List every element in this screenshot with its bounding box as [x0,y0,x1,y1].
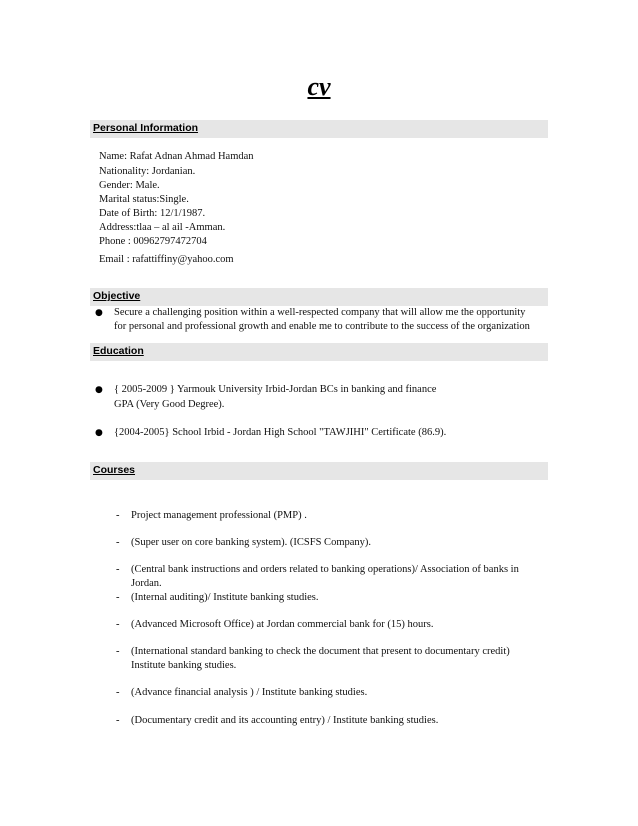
bullet-icon: ● [95,385,103,395]
bullet-icon: ● [95,428,103,438]
section-bar-objective [90,288,548,306]
course-8: (Documentary credit and its accounting entry) / Institute banking studies. [131,715,439,726]
personal-dob: Date of Birth: 12/1/1987. [99,208,206,219]
dash-marker: - [116,564,120,575]
course-4: (Internal auditing)/ Institute banking studies. [131,592,319,603]
dash-marker: - [116,646,120,657]
dash-marker: - [116,687,120,698]
personal-phone: Phone : 00962797472704 [99,236,207,247]
education-item-2-line-1: {2004-2005} School Irbid - Jordan High School "TAWJIHI" Certificate (86.9). [114,427,447,438]
dash-marker: - [116,619,120,630]
dash-marker: - [116,510,120,521]
course-3-line-1: (Central bank instructions and orders related to banking operations)/ Association of banks in [131,564,519,575]
course-1: Project management professional (PMP) . [131,510,307,521]
course-6-line-1: (International standard banking to check the document that present to documentary credit) [131,646,510,657]
personal-address: Address:tlaa – al ail -Amman. [99,222,226,233]
course-5: (Advanced Microsoft Office) at Jordan commercial bank for (15) hours. [131,619,434,630]
personal-gender: Gender: Male. [99,180,160,191]
course-3-line-2: Jordan. [131,578,162,589]
education-item-1-line-2: GPA (Very Good Degree). [114,399,225,410]
section-bar-courses [90,462,548,480]
section-title-personal: Personal Information [93,122,199,134]
education-item-1-line-1: { 2005-2009 } Yarmouk University Irbid-Jordan BCs in banking and finance [114,384,437,395]
objective-line-1: Secure a challenging position within a well-respected company that will allow me the opportunity [114,307,526,318]
cv-title: cv [307,72,331,101]
section-bar-education [90,343,548,361]
section-bar-personal [90,120,548,138]
bullet-icon: ● [95,308,103,318]
section-title-objective: Objective [93,290,141,302]
course-2: (Super user on core banking system). (ICSFS Company). [131,537,372,548]
personal-marital: Marital status:Single. [99,194,189,205]
course-6-line-2: Institute banking studies. [131,660,237,671]
dash-marker: - [116,537,120,548]
personal-name: Name: Rafat Adnan Ahmad Hamdan [99,151,254,162]
objective-line-2: for personal and professional growth and enable me to contribute to the success of the organization [114,321,530,332]
course-7: (Advance financial analysis ) / Institute banking studies. [131,687,368,698]
personal-email: Email : rafattiffiny@yahoo.com [99,254,234,265]
dash-marker: - [116,592,120,603]
section-title-education: Education [93,345,144,357]
dash-marker: - [116,715,120,726]
section-title-courses: Courses [93,464,136,476]
personal-nationality: Nationality: Jordanian. [99,166,196,177]
